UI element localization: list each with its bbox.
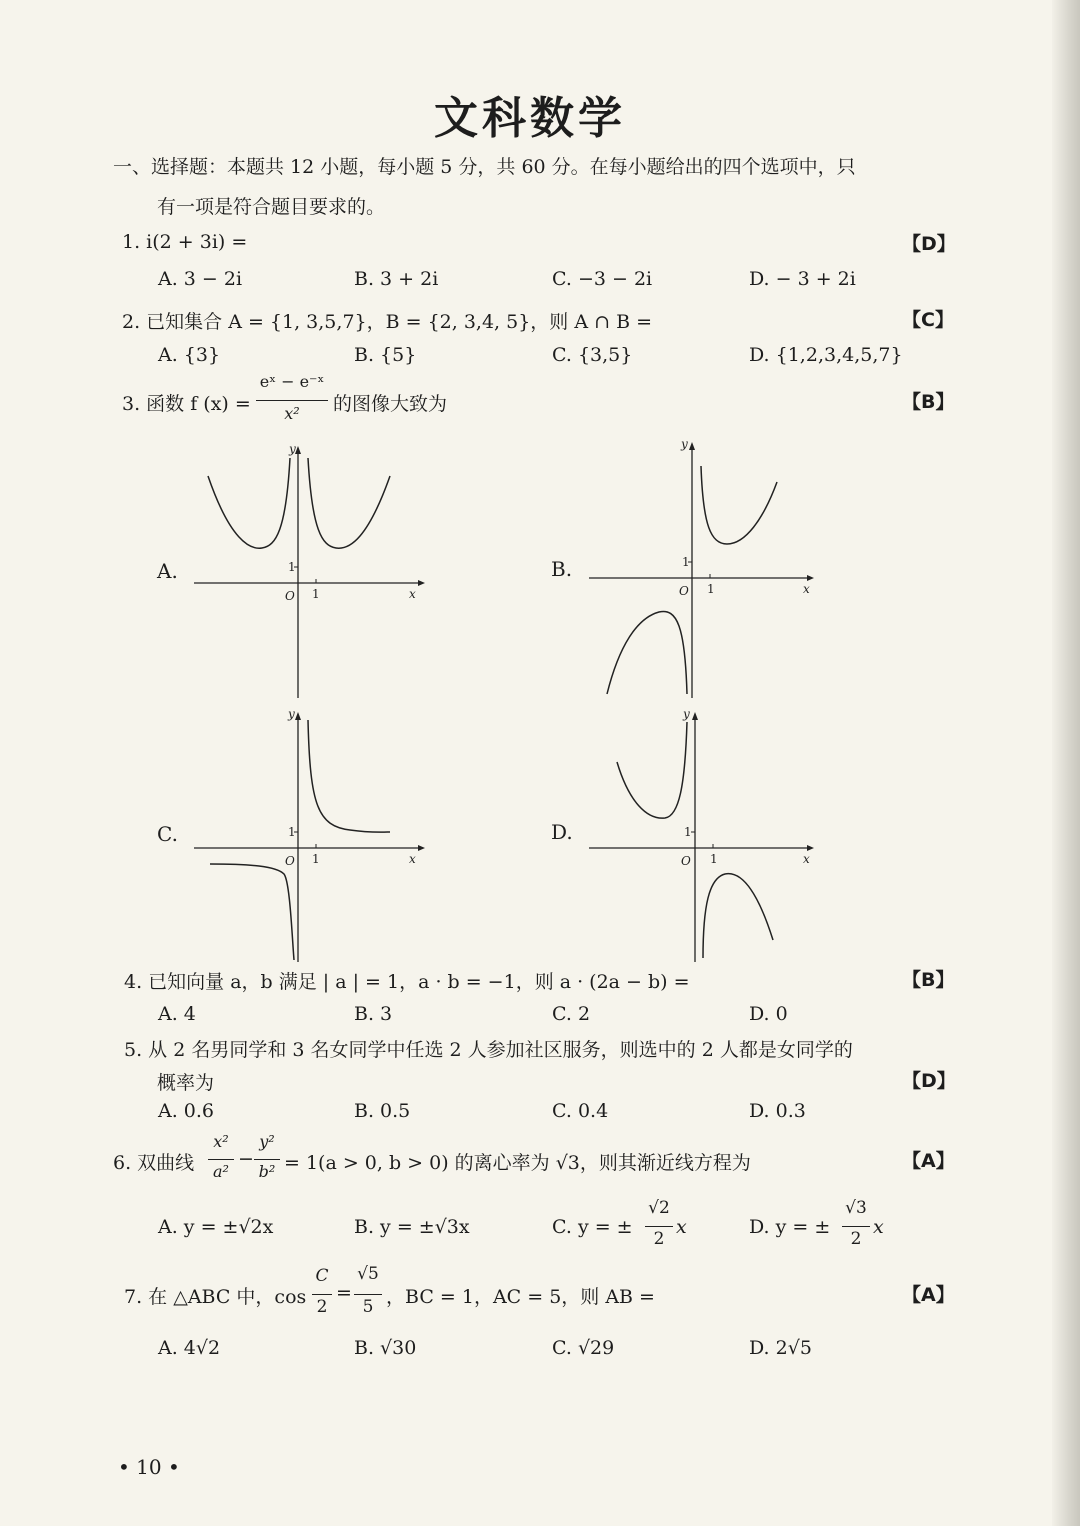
- question-6-option-c-bar: [645, 1226, 673, 1227]
- question-6-option-d: D. y = ±: [749, 1216, 831, 1238]
- graph-c-label: C.: [157, 822, 178, 846]
- question-6-frac1-numerator: x²: [213, 1132, 229, 1151]
- question-6-frac1-bar: [208, 1159, 234, 1160]
- question-6-option-c-numerator: √2: [648, 1198, 670, 1218]
- question-1-stem: 1. i(2 + 3i) =: [122, 231, 248, 253]
- question-6-frac2-numerator: y²: [259, 1132, 275, 1151]
- question-4-option-c: C. 2: [552, 1003, 591, 1025]
- question-2-option-a: A. {3}: [158, 344, 221, 366]
- section-instructions-line1: 一、选择题：本题共 12 小题，每小题 5 分，共 60 分。在每小题给出的四个选项中，只: [113, 156, 856, 178]
- question-7-option-c: C. √29: [552, 1337, 615, 1359]
- question-3-stem-suffix: 的图像大致为: [333, 393, 448, 415]
- page-number: • 10 •: [118, 1455, 180, 1479]
- graph-a-y-label: y: [289, 442, 296, 456]
- question-5-option-d: D. 0.3: [749, 1100, 806, 1122]
- graph-a-x-one: 1: [312, 587, 320, 601]
- question-7-frac1-bar: [312, 1294, 332, 1295]
- graph-c-y-label: y: [288, 707, 295, 721]
- question-7-stem-suffix: ，BC = 1，AC = 5，则 AB =: [386, 1286, 655, 1308]
- graph-a-x-label: x: [409, 587, 416, 601]
- graph-c-x-one: 1: [312, 852, 320, 866]
- question-6-stem-suffix: = 1(a > 0, b > 0) 的离心率为 √3，则其渐近线方程为: [284, 1152, 751, 1174]
- question-7-frac2-denominator: 5: [362, 1297, 374, 1317]
- question-1-option-d: D. − 3 + 2i: [749, 268, 856, 290]
- section-instructions-line2: 有一项是符合题目要求的。: [157, 196, 386, 218]
- graph-b-label: B.: [551, 557, 573, 581]
- graph-d-label: D.: [551, 820, 573, 844]
- question-2-option-b: B. {5}: [354, 344, 417, 366]
- page-edge-shadow: [1052, 0, 1080, 1526]
- question-1-option-a: A. 3 − 2i: [158, 268, 243, 290]
- question-1-option-c: C. −3 − 2i: [552, 268, 653, 290]
- graph-d-y-label: y: [683, 707, 690, 721]
- graph-c-x-label: x: [409, 852, 416, 866]
- question-7-stem-prefix: 7. 在 △ABC 中，cos: [124, 1286, 307, 1308]
- graph-c: [190, 706, 430, 966]
- question-6-option-d-bar: [842, 1226, 870, 1227]
- question-5-stem-line2: 概率为: [157, 1072, 215, 1094]
- question-7-option-a: A. 4√2: [158, 1337, 221, 1359]
- question-6-stem-prefix: 6. 双曲线: [113, 1152, 195, 1174]
- question-4-stem: 4. 已知向量 a，b 满足 | a | = 1，a · b = −1，则 a · (2a − b) =: [124, 971, 690, 993]
- question-1-option-b: B. 3 + 2i: [354, 268, 439, 290]
- question-7-option-d: D. 2√5: [749, 1337, 812, 1359]
- question-1-answer: 【D】: [902, 233, 956, 255]
- graph-d-x-label: x: [803, 852, 810, 866]
- question-6-frac2-bar: [254, 1159, 280, 1160]
- graph-b-y-label: y: [681, 437, 688, 451]
- question-5-stem: 5. 从 2 名男同学和 3 名女同学中任选 2 人参加社区服务，则选中的 2 人都是女同学的: [124, 1039, 853, 1061]
- question-3-fraction-bar: [256, 400, 328, 401]
- question-2-stem: 2. 已知集合 A = {1, 3,5,7}，B = {2, 3,4, 5}，则 A ∩ B =: [122, 311, 652, 333]
- graph-b-origin-label: O: [679, 584, 689, 598]
- question-6-answer: 【A】: [902, 1150, 955, 1172]
- graph-d: [585, 706, 825, 966]
- question-4-option-b: B. 3: [354, 1003, 393, 1025]
- question-2-option-d: D. {1,2,3,4,5,7}: [749, 344, 903, 366]
- graph-b: [585, 436, 825, 700]
- question-6-minus: −: [238, 1148, 254, 1170]
- graph-c-origin-label: O: [285, 854, 295, 868]
- question-4-answer: 【B】: [902, 969, 955, 991]
- graph-a-y-one: 1: [288, 560, 296, 574]
- graph-b-x-label: x: [803, 582, 810, 596]
- question-3-fraction-numerator: eˣ − e⁻ˣ: [259, 372, 325, 391]
- graph-b-y-one: 1: [682, 555, 690, 569]
- graph-b-x-one: 1: [707, 582, 715, 596]
- question-7-option-b: B. √30: [354, 1337, 417, 1359]
- graph-d-y-one: 1: [684, 825, 692, 839]
- question-2-answer: 【C】: [902, 309, 954, 331]
- graph-a-label: A.: [157, 559, 178, 583]
- question-3-answer: 【B】: [902, 391, 955, 413]
- question-6-option-c-x: x: [676, 1216, 687, 1238]
- question-6-option-d-numerator: √3: [845, 1198, 867, 1218]
- question-7-frac1-denominator: 2: [316, 1297, 328, 1317]
- graph-c-y-one: 1: [288, 825, 296, 839]
- question-4-option-a: A. 4: [158, 1003, 196, 1025]
- question-6-option-b: B. y = ±√3x: [354, 1216, 470, 1238]
- question-7-frac1-numerator: C: [315, 1266, 329, 1286]
- question-6-option-d-denominator: 2: [850, 1229, 862, 1249]
- question-6-option-c-denominator: 2: [653, 1229, 665, 1249]
- question-5-option-a: A. 0.6: [158, 1100, 215, 1122]
- question-4-option-d: D. 0: [749, 1003, 788, 1025]
- question-3-fraction-denominator: x²: [284, 404, 300, 423]
- question-6-frac1-denominator: a²: [213, 1162, 229, 1181]
- question-6-option-a: A. y = ±√2x: [158, 1216, 274, 1238]
- question-5-option-c: C. 0.4: [552, 1100, 609, 1122]
- question-7-frac2-numerator: √5: [357, 1264, 379, 1284]
- question-6-option-c: C. y = ±: [552, 1216, 633, 1238]
- question-3-stem-prefix: 3. 函数 f (x) =: [122, 393, 251, 415]
- question-5-answer: 【D】: [902, 1070, 956, 1092]
- page-title: 文科数学: [434, 93, 626, 144]
- graph-a: [190, 440, 430, 700]
- question-5-option-b: B. 0.5: [354, 1100, 411, 1122]
- question-7-equals: =: [336, 1282, 352, 1304]
- question-7-frac2-bar: [354, 1294, 382, 1295]
- graph-d-x-one: 1: [710, 852, 718, 866]
- question-7-answer: 【A】: [902, 1284, 955, 1306]
- question-6-option-d-x: x: [873, 1216, 884, 1238]
- graph-a-origin-label: O: [285, 589, 295, 603]
- question-6-frac2-denominator: b²: [258, 1162, 276, 1181]
- graph-d-origin-label: O: [681, 854, 691, 868]
- question-2-option-c: C. {3,5}: [552, 344, 633, 366]
